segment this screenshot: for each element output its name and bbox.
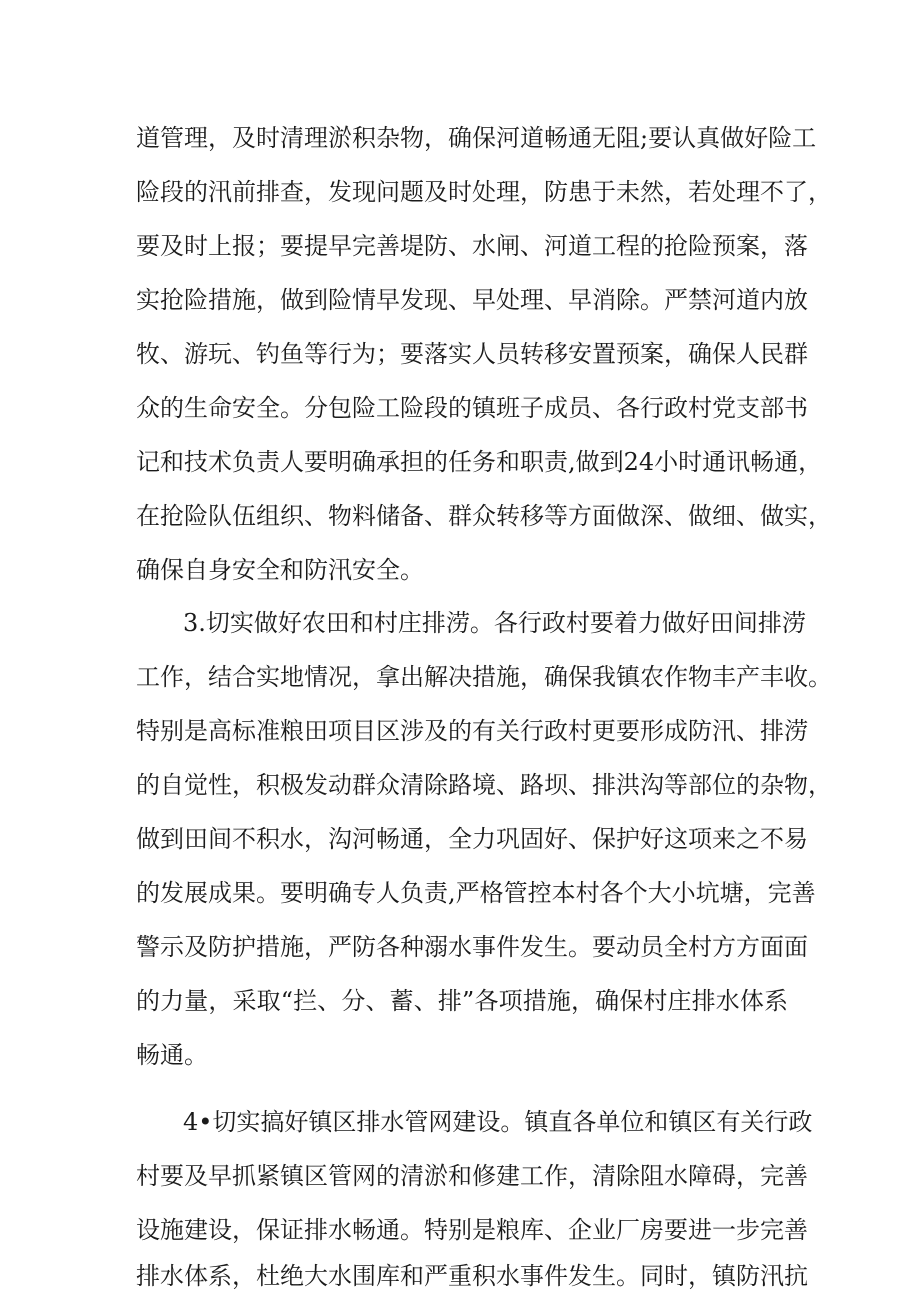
text-line-content: 工作，结合实地情况，拿出解决措施，确保我镇农作物丰产丰收。: [136, 663, 832, 691]
section-4-heading: 4•切实搞好镇区排水管网建设。镇直各单位和镇区有关行政: [183, 1108, 813, 1136]
text-line: [0, 496, 920, 536]
text-line-content: 做到田间不积水，沟河畅通，全力巩固好、保护好这项来之不易: [136, 825, 808, 853]
text-line: [0, 873, 920, 913]
text-line: [0, 765, 920, 805]
text-line-content: 道管理，及时清理淤积杂物，确保河道畅通无阻;要认真做好险工: [136, 124, 817, 152]
section-3-heading: 3.切实做好农田和村庄排涝。各行政村要着力做好田间排涝: [183, 609, 806, 637]
text-line-content: 要及时上报；要提早完善堤防、水闸、河道工程的抢险预案，落: [136, 232, 808, 260]
text-line-content: 村要及早抓紧镇区管网的清淤和修建工作，清除阻水障碍，完善: [136, 1162, 808, 1190]
text-line: [0, 442, 920, 482]
text-line: [0, 334, 920, 374]
text-line: [0, 1210, 920, 1250]
text-line: [0, 550, 920, 590]
text-line-content: 险段的汛前排查，发现问题及时处理，防患于未然，若处理不了，: [136, 178, 832, 206]
text-line-content: 牧、游玩、钓鱼等行为；要落实人员转移安置预案，确保人民群: [136, 340, 808, 368]
text-line-content: 设施建设，保证排水畅通。特别是粮库、企业厂房要进一步完善: [136, 1216, 808, 1244]
text-line-content: 特别是高标准粮田项目区涉及的有关行政村更要形成防汛、排涝: [136, 717, 808, 745]
text-line: [0, 981, 920, 1021]
text-line: [0, 927, 920, 967]
text-line-content: 在抢险队伍组织、物料储备、群众转移等方面做深、做细、做实，: [136, 502, 832, 530]
text-line-content: 警示及防护措施，严防各种溺水事件发生。要动员全村方方面面: [136, 933, 808, 961]
text-line-content: 的发展成果。要明确专人负责,严格管控本村各个大小坑塘，完善: [136, 879, 816, 907]
text-line-content: 实抢险措施，做到险情早发现、早处理、早消除。严禁河道内放: [136, 286, 808, 314]
text-line: [0, 1156, 920, 1196]
text-line-content: 畅通。: [136, 1041, 208, 1069]
text-line: [0, 118, 920, 158]
text-line-content: 确保自身安全和防汛安全。: [136, 556, 424, 584]
text-line: [0, 1035, 920, 1075]
text-line-content: 的力量，采取“拦、分、蓄、排”各项措施，确保村庄排水体系: [136, 987, 788, 1015]
text-line: [0, 226, 920, 266]
section-heading-line: [0, 603, 920, 643]
text-line: [0, 388, 920, 428]
text-line-content: 的自觉性，积极发动群众清除路境、路坝、排洪沟等部位的杂物，: [136, 771, 832, 799]
text-line-content: 排水体系，杜绝大水围库和严重积水事件发生。同时，镇防汛抗: [136, 1262, 808, 1290]
text-line: [0, 657, 920, 697]
text-line: [0, 280, 920, 320]
text-line: [0, 711, 920, 751]
section-heading-line: [0, 1102, 920, 1142]
text-line: [0, 172, 920, 212]
text-line-content: 众的生命安全。分包险工险段的镇班子成员、各行政村党支部书: [136, 394, 808, 422]
text-line: [0, 1256, 920, 1296]
text-line: [0, 819, 920, 859]
text-line-content: 记和技术负责人要明确承担的任务和职责,做到24小时通讯畅通，: [136, 448, 823, 476]
